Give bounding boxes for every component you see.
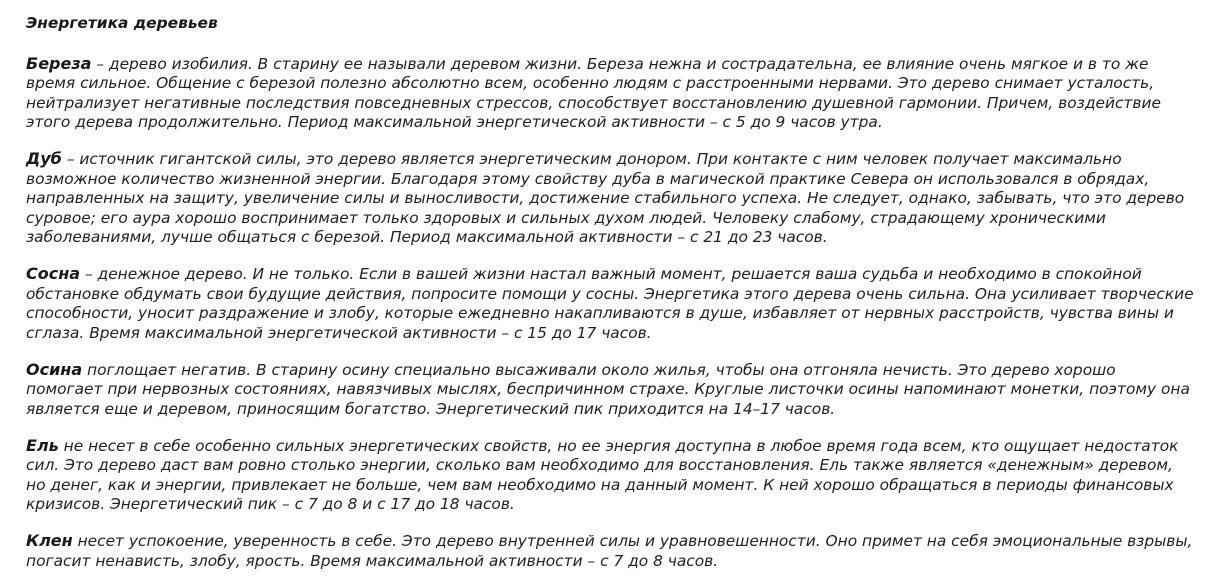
article <box>26 12 1196 588</box>
entry-text: – источник гигантской силы, это дерево является энергетическим донором. При контакте с ним человек получает максимально возможное количество жизненной энергии. Благодаря этому свойству дуба в магической практике Севера он использовался в обрядах, направленных на защиту, увеличение силы и выносливости, достижение стабильного успеха. Не следует, однако, забывать, что это дерево суровое; его аура хорошо воспринимает только здоровых и сильных духом людей. Человеку слабому, страдающему хроническими заболеваниями, лучше общаться с березой. Период максимальной активности – с 21 до 23 часов. <box>26 150 1185 246</box>
entry-name: Ель <box>26 435 59 455</box>
entry-name: Осина <box>26 359 83 379</box>
entry-el <box>26 436 1196 515</box>
entry-osina <box>26 360 1196 420</box>
entry-text: несет успокоение, уверенность в себе. Это дерево внутренней силы и уравновешенности. Оно примет на себя эмоциональные взрывы, погасит ненависть, злобу, ярость. Время максимальной активности – с 7 до 8 часов. <box>26 532 1193 570</box>
entry-klen <box>26 531 1196 571</box>
entry-name: Береза <box>26 53 92 73</box>
entry-name: Клен <box>26 531 73 550</box>
entry-dub <box>26 149 1196 248</box>
entry-name: Дуб <box>26 149 62 168</box>
entry-text: не несет в себе особенно сильных энергетических свойств, но ее энергия доступна в любое время года всем, кто ощущает недостаток сил. Это дерево даст вам ровно столько энергии, сколько вам необходимо для восстановления. Ель также является «денежным» деревом, но денег, как и энергии, привлекает не больше, чем вам необходимо на данный момент. К ней хорошо обращаться в периоды финансовых кризисов. Энергетический пик – с 7 до 8 и с 17 до 18 часов. <box>26 436 1179 513</box>
entry-text: поглощает негатив. В старину осину специально высаживали около жилья, чтобы она отгоняла нечисть. Это дерево хорошо помогает при нервозных состояниях, навязчивых мыслях, беспричинном страхе. Круглые листочки осины напоминают монетки, поэтому она является еще и деревом, приносящим богатство. Энергетический пик приходится на 14–17 часов. <box>26 360 1190 418</box>
entry-bereza <box>26 54 1196 133</box>
entry-text: – дерево изобилия. В старину ее называли деревом жизни. Береза нежна и сострадательна, ее влияние очень мягкое и в то же время сильное. Общение с березой полезно абсолютно всем, особенно людям с расстроенными нервами. Это дерево снимает усталость, нейтрализует негативные последствия повседневных стрессов, способствует восстановлению душевной гармонии. Причем, воздействие этого дерева продолжительно. Период максимальной энергетической активности – с 5 до 9 часов утра. <box>26 54 1161 131</box>
article-title: Энергетика деревьев <box>26 14 218 32</box>
entry-sosna <box>26 264 1196 343</box>
entry-name: Сосна <box>26 264 81 283</box>
entry-text: – денежное дерево. И не только. Если в вашей жизни настал важный момент, решается ваша судьба и необходимо в спокойной обстановке обдумать свои будущие действия, попросите помощи у сосны. Энергетика этого дерева очень сильна. Она усиливает творческие способности, уносит раздражение и злобу, которые ежедневно накапливаются в душе, избавляет от нервных расстройств, чувства вины и сглаза. Время максимальной энергетической активности – с 15 до 17 часов. <box>26 265 1194 342</box>
